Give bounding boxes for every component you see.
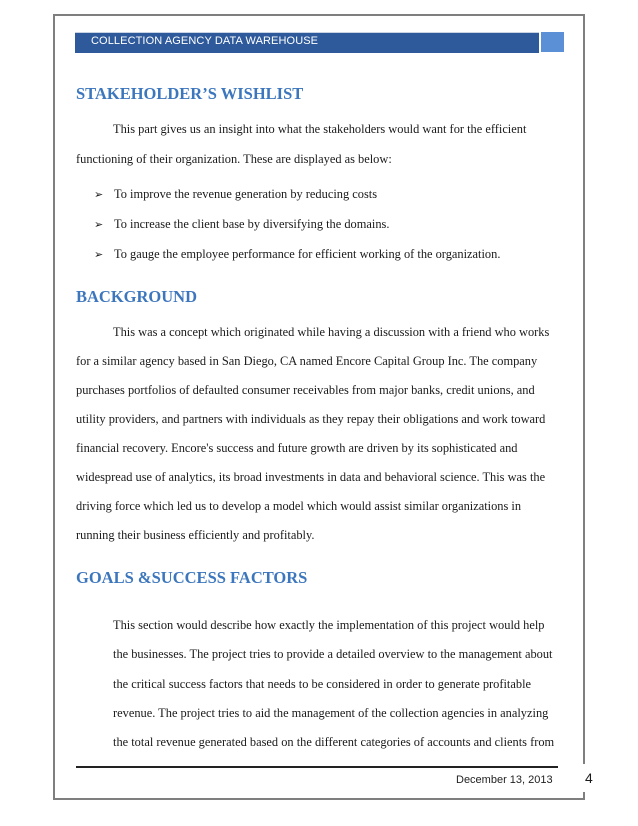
goals-line-2: the businesses. The project tries to provide a detailed overview to the management about	[113, 647, 553, 661]
goals-line-4: revenue. The project tries to aid the management of the collection agencies in analyzing	[113, 706, 549, 720]
list-item: ➢ To improve the revenue generation by reducing costs	[94, 187, 378, 201]
footer-rule	[76, 766, 558, 768]
background-line-3: purchases portfolios of defaulted consumer receivables from major banks, credit unions, and	[76, 383, 535, 397]
heading-stakeholders-wishlist: STAKEHOLDER’S WISHLIST	[76, 84, 304, 103]
goals-line-3: the critical success factors that needs to be considered in order to generate profitable	[113, 677, 532, 691]
background-line-4: utility providers, and partners with individuals as they repay their obligations and work toward	[76, 412, 546, 426]
arrow-bullet-icon: ➢	[94, 219, 104, 231]
background-line-7: driving force which led us to develop a model which would assist similar organizations in	[76, 499, 522, 513]
footer-date: December 13, 2013	[456, 774, 553, 786]
background-line-8: running their business efficiently and profitably.	[76, 528, 315, 542]
background-line-1: This was a concept which originated while having a discussion with a friend who works	[113, 325, 550, 339]
heading-goals-success-factors: GOALS &SUCCESS FACTORS	[76, 568, 308, 587]
arrow-bullet-icon: ➢	[94, 189, 104, 201]
goals-line-1: This section would describe how exactly the implementation of this project would help	[113, 618, 545, 632]
background-line-2: for a similar agency based in San Diego, CA named Encore Capital Group Inc. The company	[76, 354, 538, 368]
wishlist-line-1: This part gives us an insight into what the stakeholders would want for the efficient	[113, 122, 527, 136]
wishlist-line-2: functioning of their organization. These are displayed as below:	[76, 152, 392, 166]
page-header	[75, 32, 539, 53]
background-line-6: widespread use of analytics, its broad investments in data and behavioral science. This was the	[76, 470, 546, 484]
goals-line-5: the total revenue generated based on the different categories of accounts and clients from	[113, 735, 555, 749]
list-item: ➢ To increase the client base by diversifying the domains.	[94, 217, 390, 231]
header-accent-block	[541, 32, 564, 52]
arrow-bullet-icon: ➢	[94, 249, 104, 261]
page-number: 4	[585, 770, 593, 786]
list-item: ➢ To gauge the employee performance for efficient working of the organization.	[94, 247, 501, 261]
header-title: COLLECTION AGENCY DATA WAREHOUSE	[91, 35, 319, 47]
heading-background: BACKGROUND	[76, 287, 198, 306]
background-line-5: financial recovery. Encore's success and future growth are driven by its sophisticated and	[76, 441, 518, 455]
